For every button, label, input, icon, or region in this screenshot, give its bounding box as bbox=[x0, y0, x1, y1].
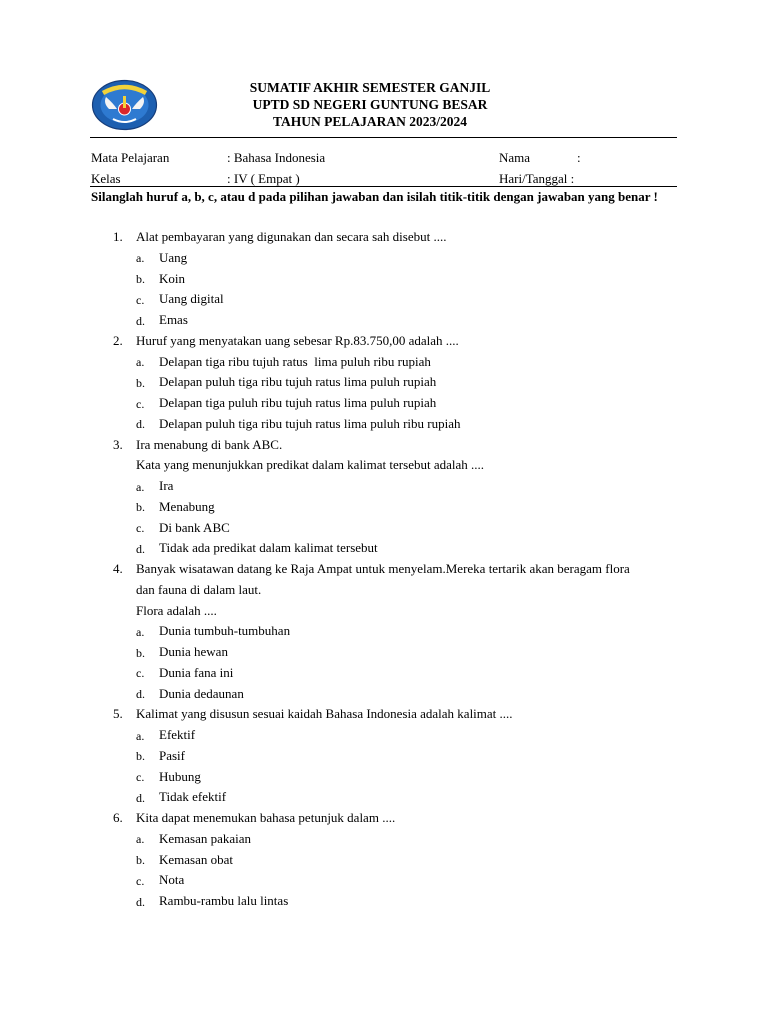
question-text: Kita dapat menemukan bahasa petunjuk dalam .... bbox=[136, 810, 396, 825]
option-letter[interactable]: d. bbox=[136, 313, 145, 328]
option-text: Nota bbox=[159, 872, 185, 888]
option-text: Delapan tiga puluh ribu tujuh ratus lima puluh rupiah bbox=[159, 395, 437, 410]
option-text: Uang bbox=[159, 249, 188, 265]
question-number: 6. bbox=[113, 810, 123, 825]
question-text: Alat pembayaran yang digunakan dan secara sah disebut .... bbox=[136, 229, 447, 244]
option-letter[interactable]: b. bbox=[136, 375, 145, 390]
option-letter[interactable]: d. bbox=[136, 894, 145, 909]
option-text: Tidak ada predikat dalam kalimat tersebut bbox=[159, 540, 378, 556]
option-letter[interactable]: a. bbox=[136, 832, 145, 847]
option-text: Koin bbox=[159, 270, 185, 286]
option-text: Ira bbox=[159, 478, 174, 493]
option-letter[interactable]: d. bbox=[136, 687, 145, 701]
question-number: 1. bbox=[113, 229, 123, 244]
option-text: Dunia tumbuh-tumbuhan bbox=[159, 623, 291, 639]
question-text: Huruf yang menyatakan uang sebesar Rp.83.750,00 adalah .... bbox=[136, 332, 459, 348]
header-divider-top bbox=[90, 137, 677, 138]
option-letter[interactable]: d. bbox=[136, 790, 145, 805]
subject-value: : Bahasa Indonesia bbox=[227, 150, 326, 165]
option-text: Tidak efektif bbox=[159, 789, 227, 805]
option-text: Dunia fana ini bbox=[159, 664, 234, 680]
option-text: Efektif bbox=[159, 727, 196, 742]
option-letter[interactable]: c. bbox=[136, 292, 145, 307]
option-text: Rambu-rambu lalu lintas bbox=[159, 893, 289, 908]
question-number: 5. bbox=[113, 706, 123, 722]
option-letter[interactable]: b. bbox=[136, 272, 145, 286]
option-letter[interactable]: c. bbox=[136, 666, 145, 681]
option-text: Uang digital bbox=[159, 291, 224, 307]
option-letter[interactable]: a. bbox=[136, 624, 145, 639]
option-letter[interactable]: d. bbox=[136, 541, 145, 556]
option-letter[interactable]: c. bbox=[136, 521, 145, 535]
option-letter[interactable]: a. bbox=[136, 479, 145, 494]
option-text: Hubung bbox=[159, 768, 201, 784]
option-text: Pasif bbox=[159, 747, 185, 763]
question-text: Kata yang menunjukkan predikat dalam kalimat tersebut adalah .... bbox=[136, 457, 484, 473]
option-text: Dunia dedaunan bbox=[159, 685, 244, 701]
option-letter[interactable]: c. bbox=[136, 770, 145, 784]
option-text: Kemasan pakaian bbox=[159, 830, 252, 846]
subject-label: Mata Pelajaran bbox=[91, 150, 170, 165]
option-text: Emas bbox=[159, 312, 188, 327]
question-number: 3. bbox=[113, 436, 123, 452]
option-text: Kemasan obat bbox=[159, 851, 234, 867]
date-label: Hari/Tanggal : bbox=[499, 171, 575, 186]
question-text: Flora adalah .... bbox=[136, 602, 217, 618]
option-letter[interactable]: c. bbox=[136, 396, 145, 411]
option-letter[interactable]: b. bbox=[136, 749, 145, 764]
question-number: 2. bbox=[113, 332, 123, 348]
option-text: Delapan puluh tiga ribu tujuh ratus lima puluh rupiah bbox=[159, 374, 437, 390]
option-text: Menabung bbox=[159, 498, 215, 514]
option-text: Delapan tiga ribu tujuh ratus lima puluh ribu rupiah bbox=[159, 353, 431, 369]
option-letter[interactable]: d. bbox=[136, 417, 145, 432]
option-letter[interactable]: a. bbox=[136, 728, 145, 743]
question-text: Ira menabung di bank ABC. bbox=[136, 436, 283, 452]
option-letter[interactable]: a. bbox=[136, 355, 145, 369]
header-line-1: SUMATIF AKHIR SEMESTER GANJIL bbox=[249, 80, 491, 95]
option-text: Dunia hewan bbox=[159, 644, 228, 659]
instructions: Silanglah huruf a, b, c, atau d pada pilihan jawaban dan isilah titik-titik dengan jawaban yang benar ! bbox=[91, 189, 658, 204]
option-letter[interactable]: b. bbox=[136, 853, 145, 867]
name-label: Nama bbox=[499, 150, 531, 165]
option-letter[interactable]: c. bbox=[136, 873, 145, 888]
option-text: Delapan puluh tiga ribu tujuh ratus lima puluh ribu rupiah bbox=[159, 415, 461, 431]
tut-wuri-handayani-logo bbox=[91, 79, 158, 131]
question-text: Banyak wisatawan datang ke Raja Ampat untuk menyelam.Mereka tertarik akan beragam flora bbox=[136, 561, 630, 576]
class-value: : IV ( Empat ) bbox=[227, 171, 300, 186]
question-text: Kalimat yang disusun sesuai kaidah Bahasa Indonesia adalah kalimat .... bbox=[136, 706, 513, 722]
option-letter[interactable]: b. bbox=[136, 645, 145, 660]
header-line-2: UPTD SD NEGERI GUNTUNG BESAR bbox=[252, 97, 488, 112]
name-colon: : bbox=[577, 150, 581, 165]
option-letter[interactable]: a. bbox=[136, 251, 145, 266]
header-line-3: TAHUN PELAJARAN 2023/2024 bbox=[272, 114, 467, 129]
question-text: dan fauna di dalam laut. bbox=[136, 581, 262, 597]
option-letter[interactable]: b. bbox=[136, 500, 145, 515]
class-label: Kelas bbox=[91, 171, 121, 186]
option-text: Di bank ABC bbox=[159, 519, 230, 535]
question-number: 4. bbox=[113, 561, 123, 576]
